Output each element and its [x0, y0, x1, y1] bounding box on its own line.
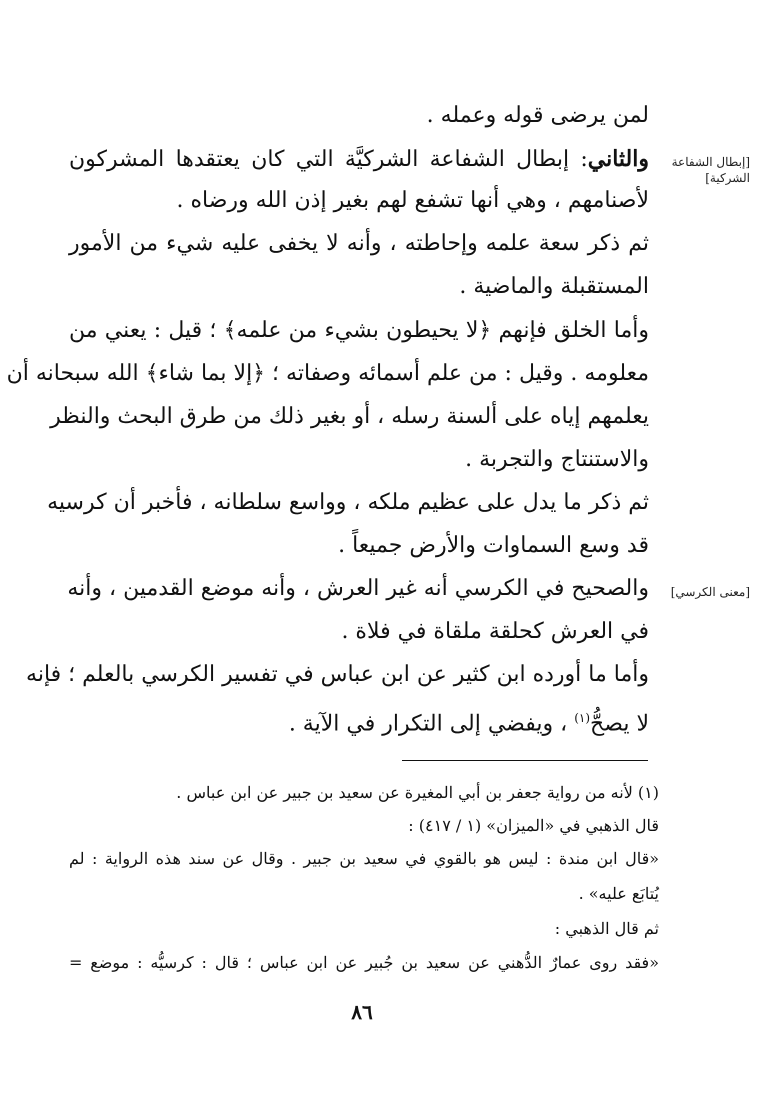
body-line-5: المستقبلة والماضية . [459, 274, 649, 299]
body-line-2-bold: والثاني [587, 146, 649, 172]
body-line-15-b: ، ويفضي إلى التكرار في الآية . [288, 711, 568, 737]
body-line-3: لأصنامهم ، وهي أنها تشفع لهم بغير إذن الله ورضاه . [176, 188, 649, 213]
body-line-13: في العرش كحلقة ملقاة في فلاة . [341, 619, 649, 644]
sidenote-shirkiya: [إبطال الشفاعة الشركية] [671, 155, 750, 185]
footnote-line-4: يُتابَع عليه» . [578, 884, 659, 903]
body-line-12: والصحيح في الكرسي أنه غير العرش ، وأنه موضع القدمين ، وأنه [67, 576, 649, 601]
footnote-line-5: ثم قال الذهبي : [554, 919, 659, 938]
page-number: ٨٦ [351, 1000, 373, 1024]
footnote-line-2: قال الذهبي في «الميزان» (١ / ٤١٧) : [408, 816, 659, 835]
footnote-line-1: (١) لأنه من رواية جعفر بن أبي المغيرة عن سعيد بن جبير عن ابن عباس . [176, 783, 659, 802]
body-line-2 [69, 144, 649, 175]
body-line-9: والاستنتاج والتجربة . [465, 447, 649, 472]
footnote-ref-1[interactable]: (١) [574, 711, 591, 725]
body-line-15 [289, 703, 649, 739]
body-line-2-rest: : إبطال الشفاعة الشركيَّة التي كان يعتقدها المشركون [69, 147, 588, 172]
footnote-line-6: «فقد روى عمارٌ الدُّهني عن سعيد بن جُبير عن ابن عباس ؛ قال : كرسيُّه : موضع = [69, 953, 659, 972]
body-line-10: ثم ذكر ما يدل على عظيم ملكه ، وواسع سلطانه ، فأخبر أن كرسيه [47, 490, 649, 515]
footnote-line-3: «قال ابن مندة : ليس هو بالقوي في سعيد بن جبير . وقال عن سند هذه الرواية : لم [69, 849, 659, 868]
body-line-4: ثم ذكر سعة علمه وإحاطته ، وأنه لا يخفى عليه شيء من الأمور [69, 231, 649, 256]
body-line-6: وأما الخلق فإنهم ﴿لا يحيطون بشيء من علمه﴾ ؛ قيل : يعني من [69, 318, 649, 343]
body-line-1: لمن يرضى قوله وعمله . [426, 103, 649, 128]
sidenote-kursi: [معنى الكرسي] [670, 585, 750, 599]
body-line-14: وأما ما أورده ابن كثير عن ابن عباس في تفسير الكرسي بالعلم ؛ فإنه [26, 662, 649, 687]
body-line-7: معلومه . وقيل : من علم أسمائه وصفاته ؛ ﴿إلا بما شاء﴾ الله سبحانه أن [6, 361, 649, 386]
body-line-15-a: لا يصحُّ [590, 711, 649, 737]
body-line-8: يعلمهم إياه على ألسنة رسله ، أو بغير ذلك من طرق البحث والنظر [50, 404, 649, 429]
body-line-11: قد وسع السماوات والأرض جميعاً . [338, 533, 649, 558]
footnote-divider [402, 760, 648, 761]
